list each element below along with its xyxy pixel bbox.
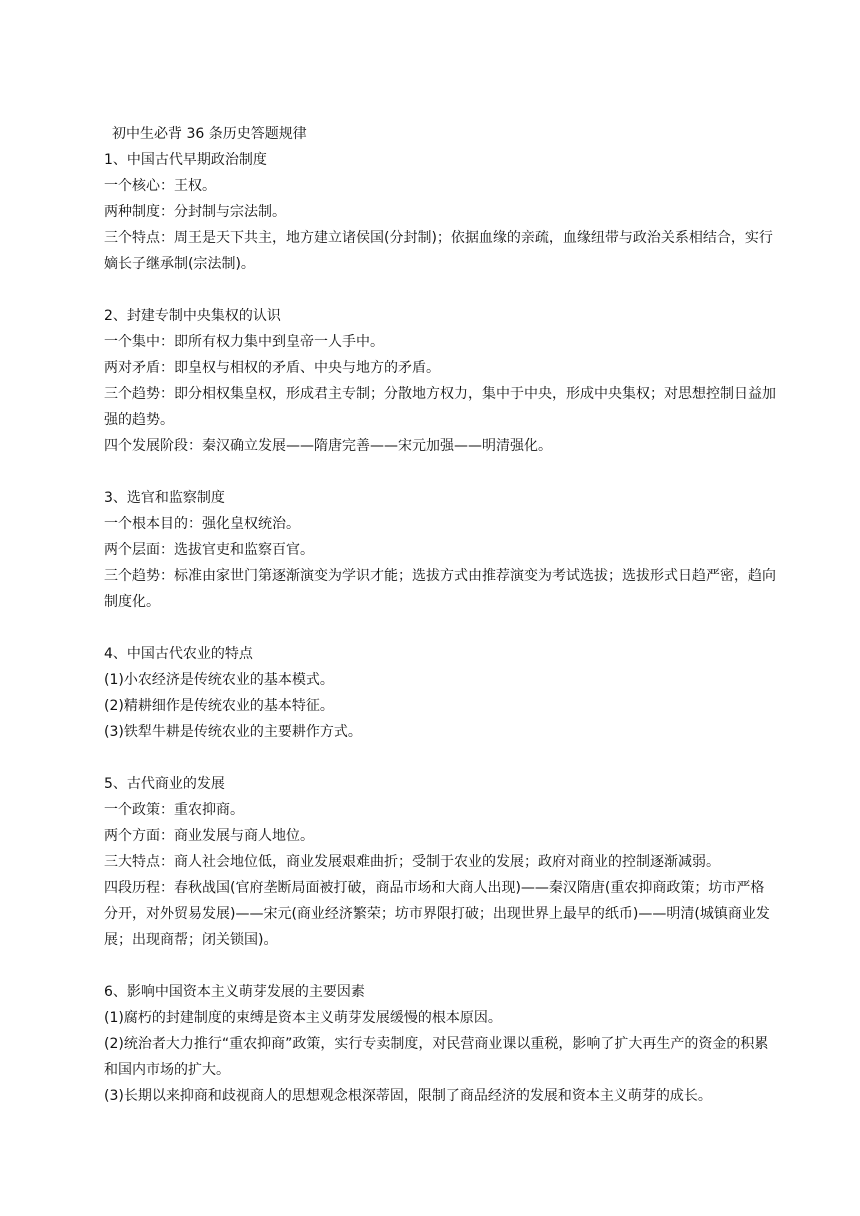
paragraph-line: (1)小农经济是传统农业的基本模式。 [104, 672, 334, 688]
paragraph-line: 一个集中：即所有权力集中到皇帝一人手中。 [104, 334, 384, 350]
section-centralization [104, 303, 776, 459]
paragraph-line: 三大特点：商人社会地位低，商业发展艰难曲折；受制于农业的发展；政府对商业的控制逐渐减弱。 [104, 854, 720, 870]
paragraph-line: (1)腐朽的封建制度的束缚是资本主义萌芽发展缓慢的根本原因。 [104, 1010, 502, 1026]
paragraph-line: 三个趋势：即分相权集皇权，形成君主专制；分散地方权力，集中于中央，形成中央集权；对思想控制日益加强的趋势。 [104, 386, 776, 428]
paragraph-line: (2)精耕细作是传统农业的基本特征。 [104, 698, 334, 714]
paragraph-line: 三个趋势：标准由家世门第逐渐演变为学识才能；选拔方式由推荐演变为考试选拔；选拔形式日趋严密，趋向制度化。 [104, 568, 776, 610]
paragraph-line: 三个特点：周王是天下共主，地方建立诸侯国(分封制)；依据血缘的亲疏，血缘纽带与政治关系相结合，实行嫡长子继承制(宗法制)。 [104, 230, 773, 272]
paragraph-line: 一个核心：王权。 [104, 178, 216, 194]
paragraph-line: (3)长期以来抑商和歧视商人的思想观念根深蒂固，限制了商品经济的发展和资本主义萌芽的成长。 [104, 1088, 712, 1104]
paragraph-line: 两个方面：商业发展与商人地位。 [104, 828, 314, 844]
section-heading: 5、古代商业的发展 [104, 776, 225, 792]
paragraph-line: (3)铁犁牛耕是传统农业的主要耕作方式。 [104, 724, 362, 740]
paragraph-line: 两个层面：选拔官吏和监察百官。 [104, 542, 314, 558]
paragraph-line: 两对矛盾：即皇权与相权的矛盾、中央与地方的矛盾。 [104, 360, 440, 376]
section-heading: 3、选官和监察制度 [104, 490, 225, 506]
section-commerce [104, 771, 776, 953]
paragraph-line: 四段历程：春秋战国(官府垄断局面被打破，商品市场和大商人出现)——秦汉隋唐(重农抑商政策；坊市严格分开，对外贸易发展)——宋元(商业经济繁荣；坊市界限打破；出现世界上最早的纸币)——明清(城镇商业发展；出现商帮；闭关锁国)。 [104, 880, 770, 948]
paragraph-line: (2)统治者大力推行“重农抑商”政策，实行专卖制度，对民营商业课以重税，影响了扩大再生产的资金的积累和国内市场的扩大。 [104, 1036, 769, 1078]
document-title: 初中生必背 36 条历史答题规律 [112, 126, 307, 142]
section-official-selection [104, 485, 776, 615]
section-capitalism-sprouts [104, 979, 776, 1109]
section-agriculture [104, 641, 776, 745]
paragraph-line: 一个政策：重农抑商。 [104, 802, 244, 818]
section-heading: 6、影响中国资本主义萌芽发展的主要因素 [104, 984, 365, 1000]
paragraph-line: 四个发展阶段：秦汉确立发展——隋唐完善——宋元加强——明清强化。 [104, 438, 552, 454]
section-heading: 2、封建专制中央集权的认识 [104, 308, 281, 324]
section-heading: 4、中国古代农业的特点 [104, 646, 253, 662]
section-political-system [104, 147, 776, 277]
paragraph-line: 两种制度：分封制与宗法制。 [104, 204, 286, 220]
section-heading: 1、中国古代早期政治制度 [104, 152, 267, 168]
paragraph-line: 一个根本目的：强化皇权统治。 [104, 516, 300, 532]
